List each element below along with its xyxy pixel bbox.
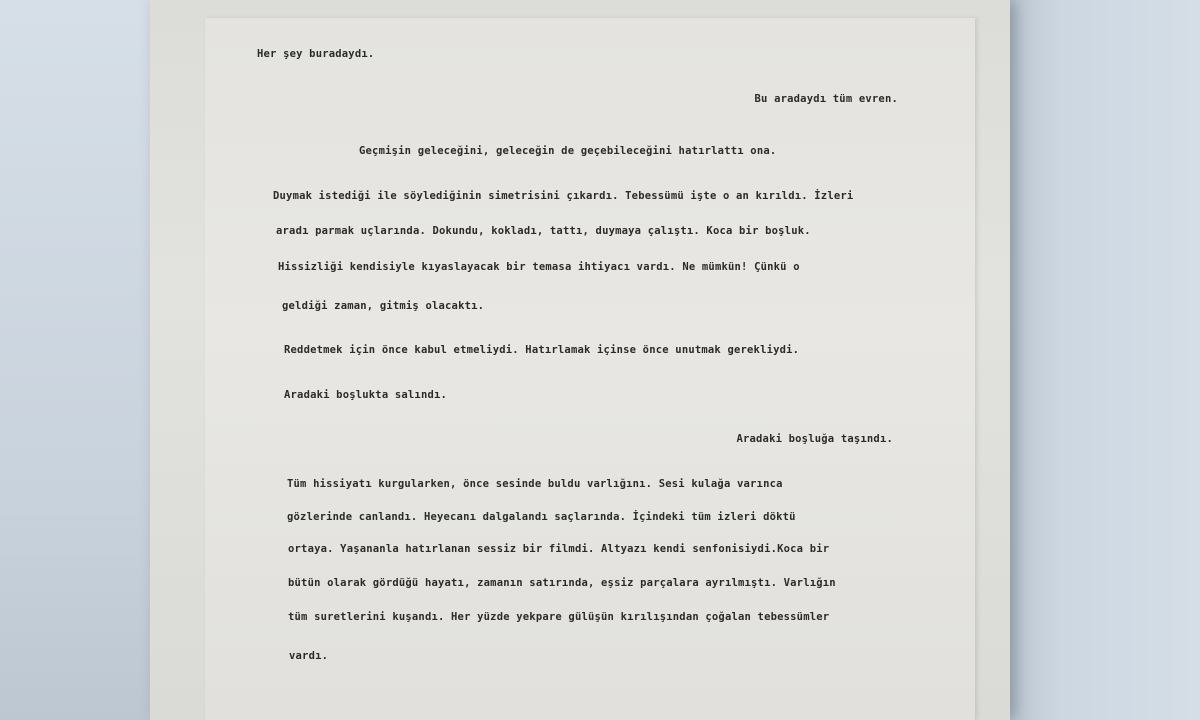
text-line: Her şey buradaydı. (257, 48, 375, 60)
text-line: gözlerinde canlandı. Heyecanı dalgalandı saçlarında. İçindeki tüm izleri döktü (287, 511, 796, 523)
text-line: Geçmişin geleceğini, geleceğin de geçebileceğini hatırlattı ona. (359, 145, 777, 157)
text-line: ortaya. Yaşananla hatırlanan sessiz bir filmdi. Altyazı kendi senfonisiydi.Koca bir (288, 543, 830, 555)
text-line: Aradaki boşlukta salındı. (284, 389, 448, 401)
text-line: bütün olarak gördüğü hayatı, zamanın satırında, eşsiz parçalara ayrılmıştı. Varlığın (288, 577, 836, 589)
background-wall-left (0, 0, 150, 720)
text-line: Reddetmek için önce kabul etmeliydi. Hatırlamak içinse önce unutmak gerekliydi. (284, 344, 800, 356)
text-line: Tüm hissiyatı kurgularken, önce sesinde buldu varlığını. Sesi kulağa varınca (287, 478, 783, 490)
text-line: Aradaki boşluğa taşındı. (736, 433, 893, 445)
text-line: geldiği zaman, gitmiş olacaktı. (282, 300, 485, 312)
text-line: Bu aradaydı tüm evren. (754, 93, 898, 105)
text-line: aradı parmak uçlarında. Dokundu, kokladı, tattı, duymaya çalıştı. Koca bir boşluk. (276, 225, 811, 237)
text-line: vardı. (289, 650, 329, 662)
text-line: Hissizliği kendisiyle kıyaslayacak bir temasa ihtiyacı vardı. Ne mümkün! Çünkü o (278, 261, 800, 273)
background-wall-right (1000, 0, 1200, 720)
text-line: tüm suretlerini kuşandı. Her yüzde yekpare gülüşün kırılışından çoğalan tebessümler (288, 611, 830, 623)
text-line: Duymak istediği ile söylediğinin simetrisini çıkardı. Tebessümü işte o an kırıldı. İzleri (273, 190, 854, 202)
